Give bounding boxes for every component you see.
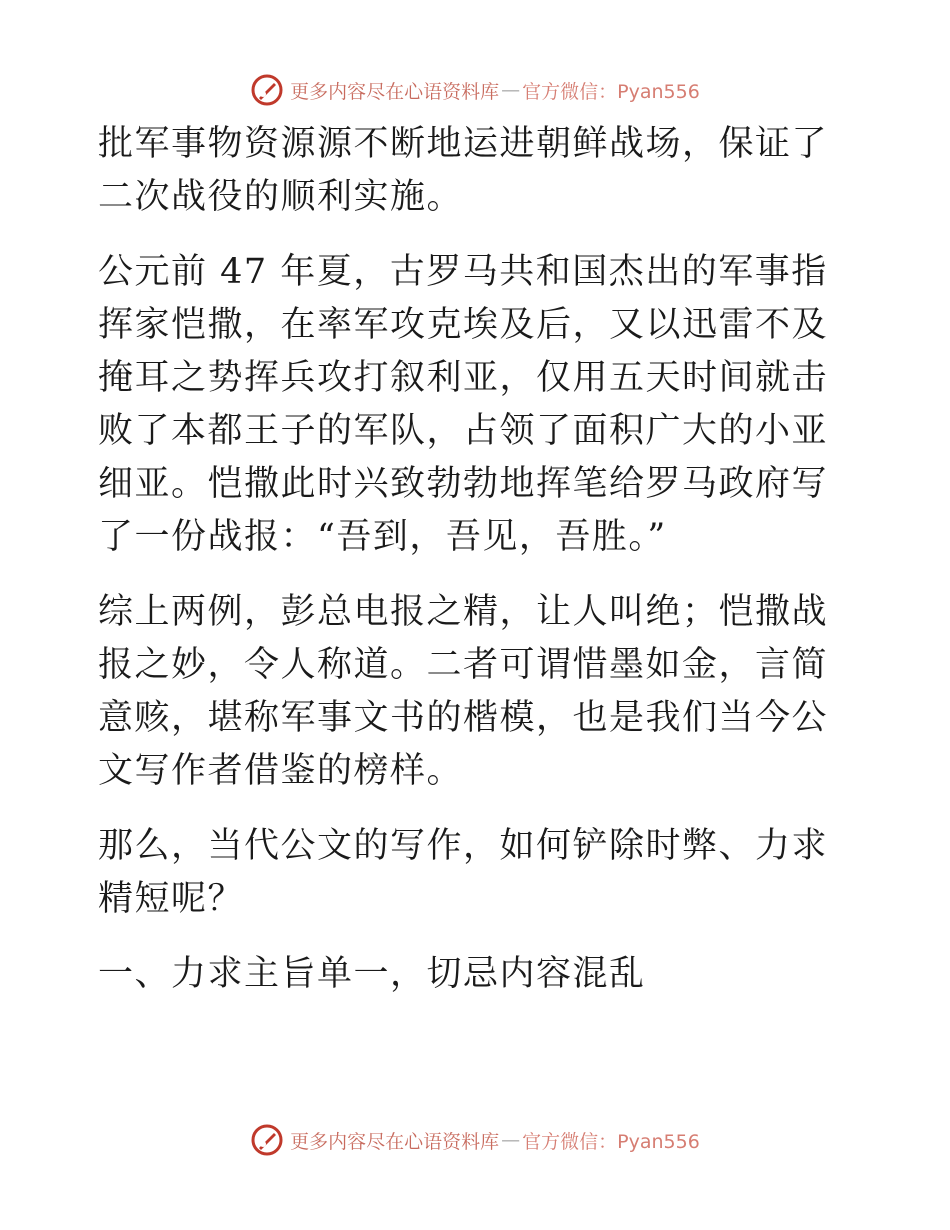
paragraph-3: 综上两例，彭总电报之精，让人叫绝；恺撒战报之妙，令人称道。二者可谓惜墨如金，言简意赅，堪称军事文书的楷模，也是我们当今公文写作者借鉴的榜样。 [98,592,829,791]
watermark-separator: — [501,1129,521,1151]
document-body [98,118,858,1023]
watermark-left-text: 更多内容尽在心语资料库 [290,1130,500,1153]
paragraph-4: 那么，当代公文的写作，如何铲除时弊、力求精短呢？ [98,826,829,919]
section-heading: 一、力求主旨单一，切忌内容混乱 [98,954,646,994]
footer-watermark [0,1120,950,1160]
watermark-right-text: 官方微信：Pyan556 [522,1130,700,1153]
header-watermark [0,70,950,110]
quill-logo-icon [250,73,284,107]
paragraph-1: 批军事物资源源不断地运进朝鲜战场，保证了二次战役的顺利实施。 [98,124,829,217]
watermark-right-text: 官方微信：Pyan556 [522,80,700,103]
paragraph-2: 公元前 47 年夏，古罗马共和国杰出的军事指挥家恺撒，在率军攻克埃及后，又以迅雷不及掩耳之势挥兵攻打叙利亚，仅用五天时间就击败了本都王子的军队，占领了面积广大的小亚细亚。恺撒此时兴致勃勃地挥笔给罗马政府写了一份战报：“吾到，吾见，吾胜。” [98,252,829,557]
watermark-left-text: 更多内容尽在心语资料库 [290,80,500,103]
watermark-separator: — [501,79,521,101]
quill-logo-icon [250,1123,284,1157]
